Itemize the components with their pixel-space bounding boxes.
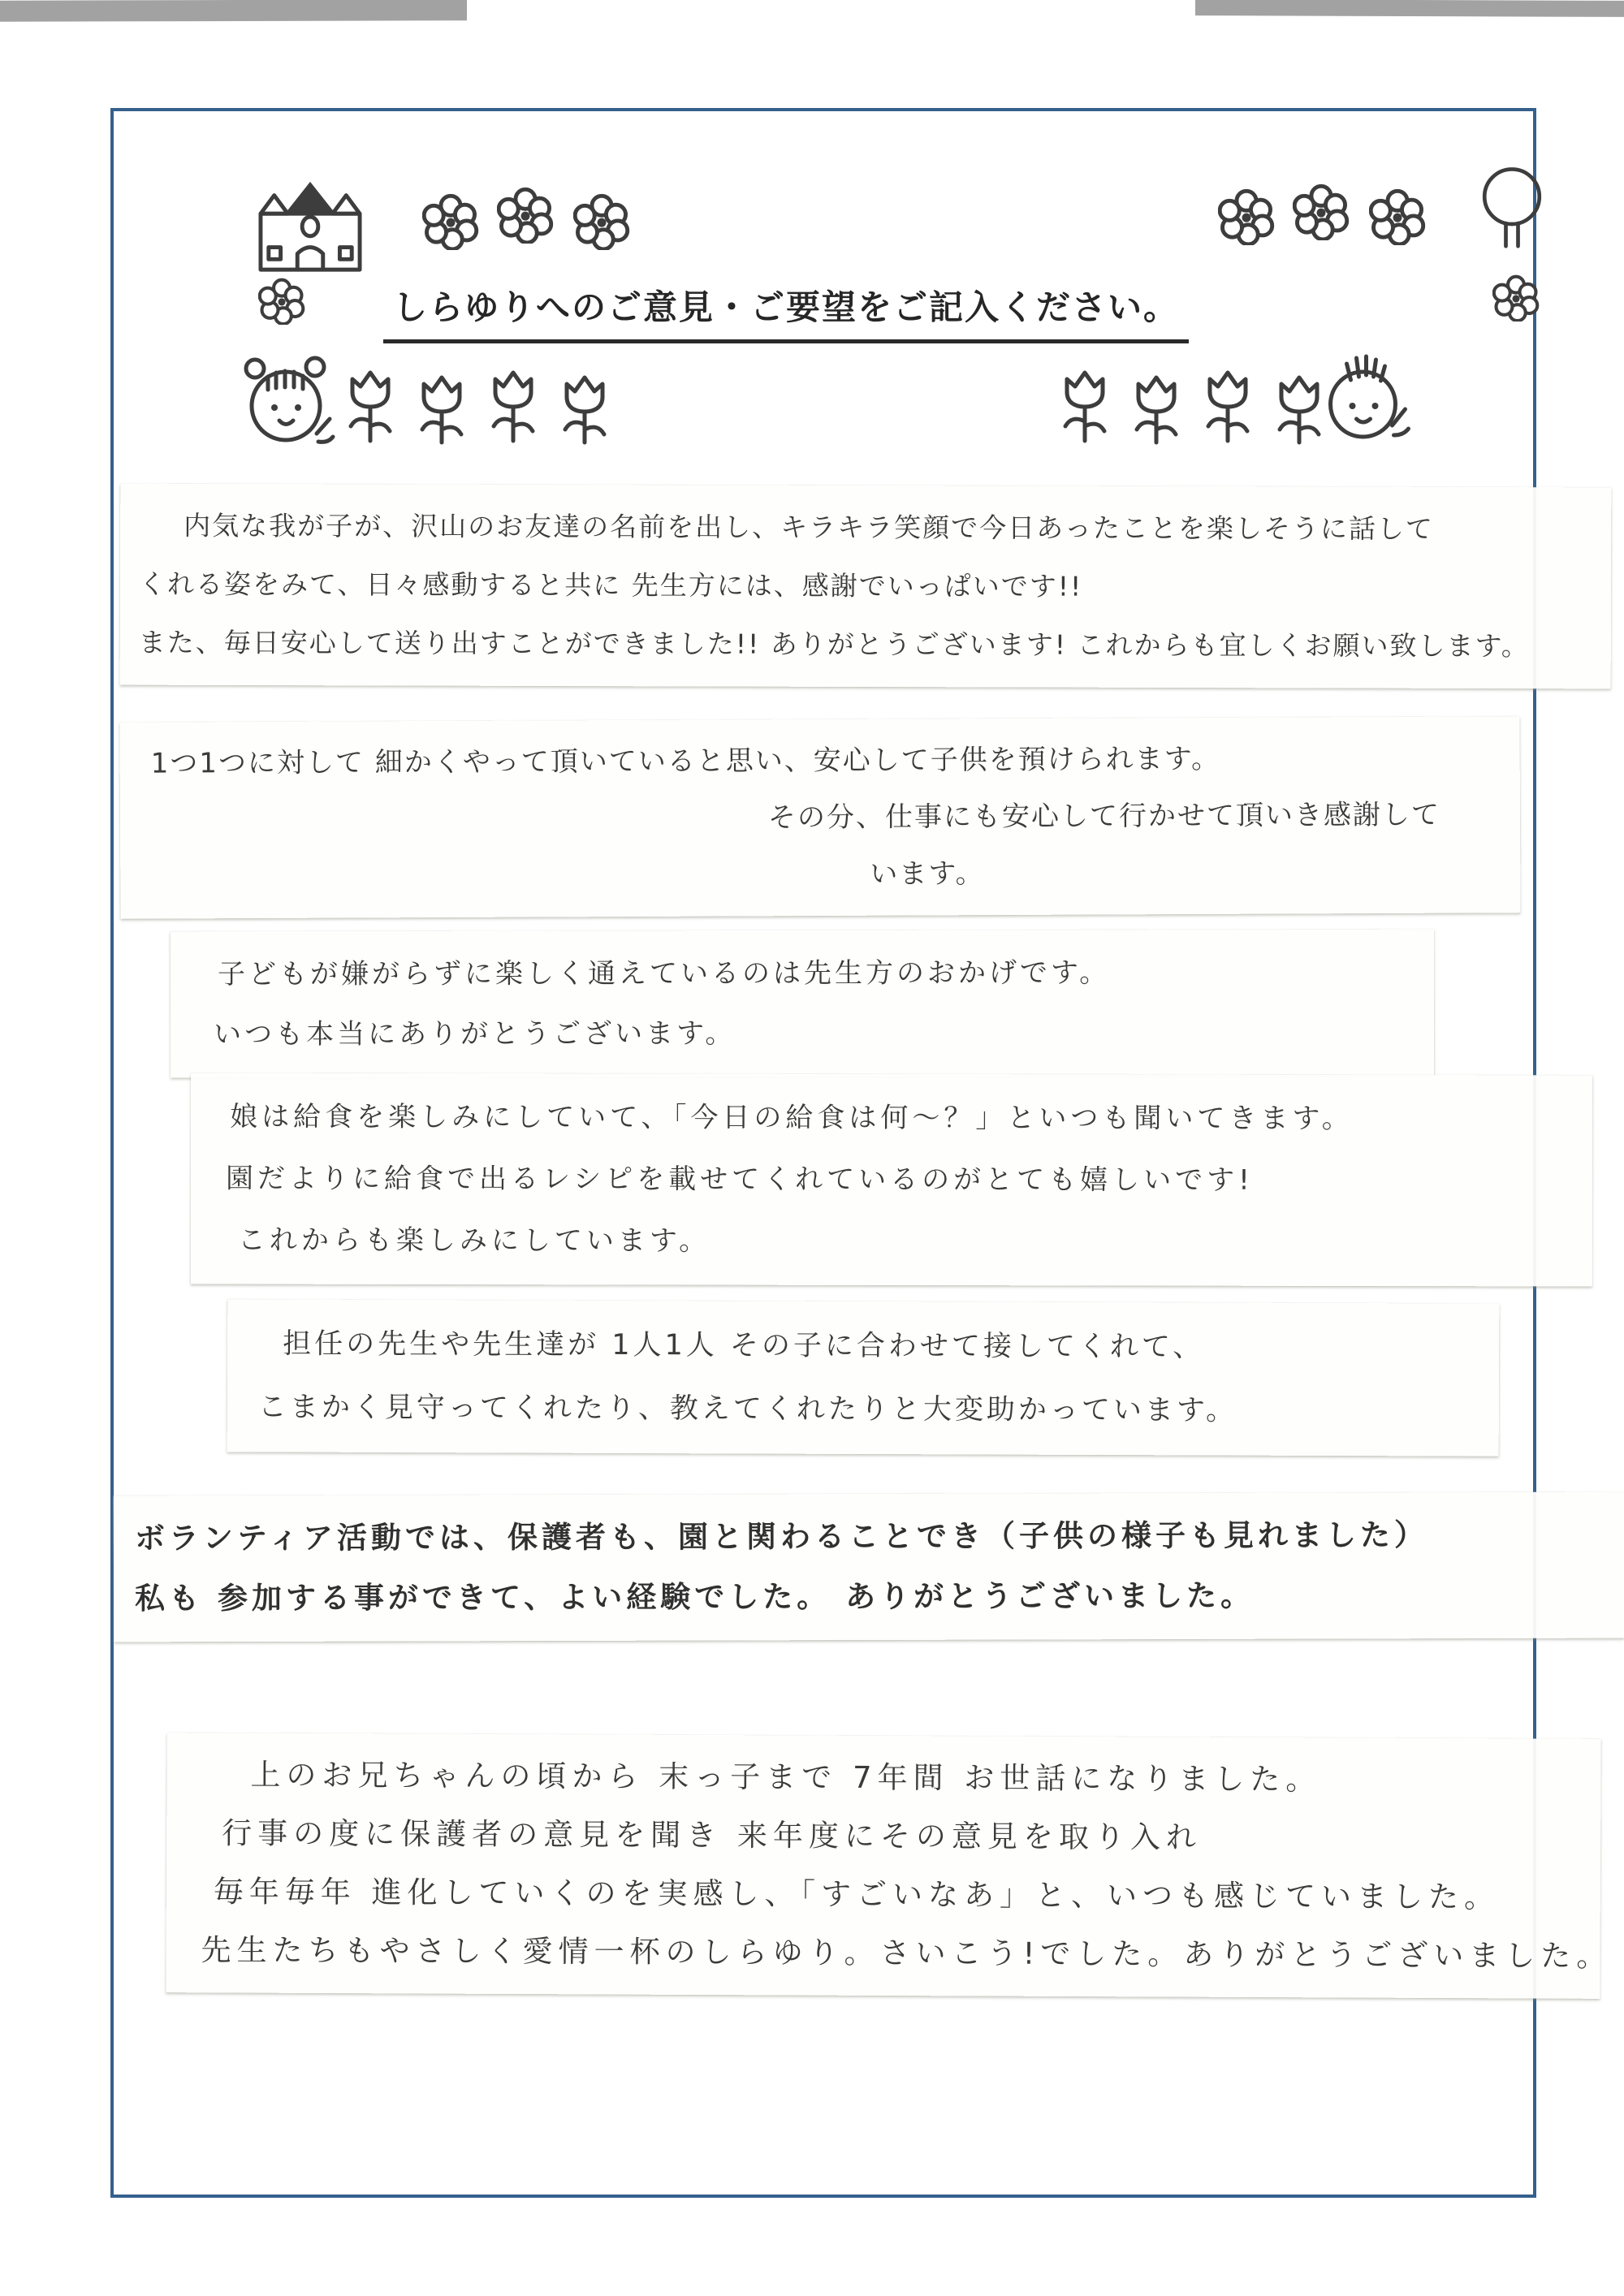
comment-note-7: [166, 1733, 1613, 1999]
flower-icon: [1218, 188, 1275, 245]
flower-icon: [258, 278, 305, 325]
handwritten-line: 私も 参加する事ができて、よい経験でした。 ありがとうございました。: [135, 1577, 1255, 1616]
boy-icon: [1314, 334, 1415, 474]
handwritten-line: 娘は給食を楽しみにしていて、「今日の給食は何〜？」といつも聞いてきます。: [230, 1100, 1354, 1135]
comment-note-6: [114, 1492, 1624, 1642]
handwritten-line: 行事の度に保護者の意見を聞き 来年度にその意見を取り入れ: [222, 1815, 1203, 1855]
comment-note-4: [191, 1072, 1592, 1286]
handwritten-line: 先生たちもやさしく愛情一杯のしらゆり。さいこう!でした。ありがとうございました。: [201, 1932, 1613, 1974]
comment-note-5: [227, 1299, 1500, 1456]
flower-icon: [573, 193, 630, 250]
handwritten-line: 園だよりに給食で出るレシピを載せてくれているのがとても嬉しいです!: [225, 1162, 1254, 1197]
comment-note-2: [119, 716, 1520, 919]
handwritten-line: 内気な我が子が、沢山のお友達の名前を出し、キラキラ笑顔で今日あったことを楽しそうに話して: [184, 509, 1434, 545]
handwritten-line: いつも本当にありがとうございます。: [214, 1017, 736, 1051]
handwritten-line: こまかく見守ってくれたり、教えてくれたりと大変助かっています。: [257, 1391, 1238, 1427]
flower-icon: [1369, 188, 1426, 245]
handwritten-line: 上のお兄ちゃんの頃から 末っ子まで 7年間 お世話になりました。: [250, 1757, 1322, 1798]
handwritten-line: これからも楽しみにしています。: [237, 1224, 711, 1258]
girl-icon: [234, 339, 343, 479]
scan-artifact-top-left: [0, 0, 467, 22]
flower-icon: [497, 187, 554, 244]
handwritten-line: います。: [870, 857, 985, 891]
comment-note-3: [171, 930, 1434, 1078]
handwritten-line: ボランティア活動では、保護者も、園と関わることでき（子供の様子も見れました）: [134, 1517, 1429, 1556]
flower-icon: [422, 193, 479, 250]
handwritten-line: くれる姿をみて、日々感動すると共に 先生方には、感謝でいっぱいです!!: [138, 568, 1083, 602]
scan-artifact-top-right: [1195, 0, 1624, 17]
flower-icon: [1492, 274, 1540, 322]
handwritten-line: また、毎日安心して送り出すことができました!! ありがとうございます! これからも宜しくお願い致します。: [138, 626, 1530, 662]
handwritten-line: 担任の先生や先生達が 1人1人 その子に合わせて接してくれて、: [283, 1327, 1205, 1364]
handwritten-line: 1つ1つに対して 細かくやって頂いていると思い、安心して子供を預けられます。: [150, 742, 1221, 780]
tree-icon: [1471, 162, 1553, 261]
handwritten-line: 子どもが嫌がらずに楽しく通えているのは先生方のおかげです。: [217, 956, 1111, 991]
handwritten-line: 毎年毎年 進化していくのを実感し、「すごいなあ」と、いつも感じていました。: [213, 1874, 1501, 1915]
flower-icon: [1293, 183, 1350, 240]
form-title: しらゆりへのご意見・ご要望をご記入ください。: [383, 281, 1189, 343]
tulip-icon: [341, 362, 625, 456]
comment-note-1: [120, 484, 1612, 689]
school-icon: [237, 172, 383, 276]
handwritten-line: その分、仕事にも安心して行かせて頂いき感謝して: [767, 798, 1441, 835]
tulip-icon: [1056, 362, 1340, 456]
